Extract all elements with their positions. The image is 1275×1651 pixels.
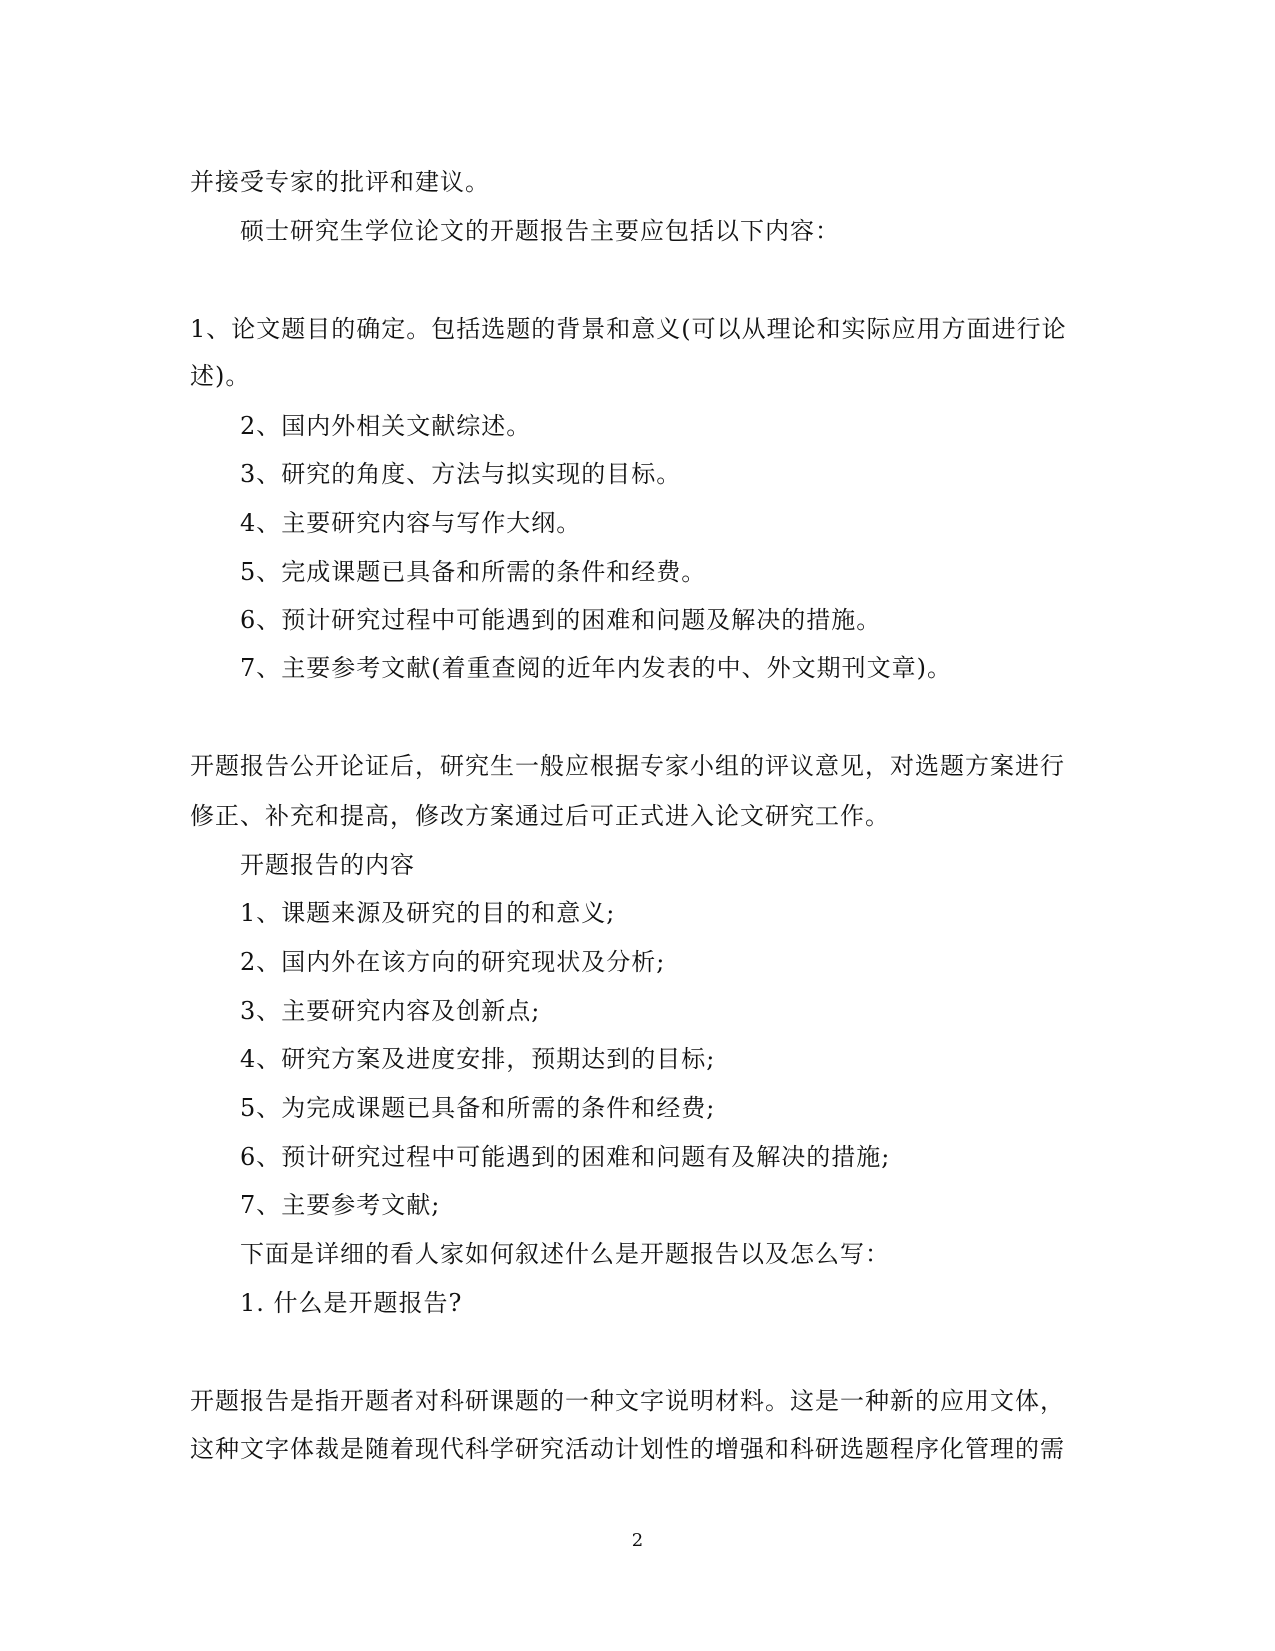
list-item: 6、预计研究过程中可能遇到的困难和问题有及解决的措施; <box>240 1143 891 1171</box>
list-item: 4、研究方案及进度安排，预期达到的目标; <box>240 1045 716 1073</box>
text-line: 开题报告是指开题者对科研课题的一种文字说明材料。这是一种新的应用文体， <box>190 1387 1065 1415</box>
page-number: 2 <box>631 1530 644 1551</box>
list-item: 2、国内外在该方向的研究现状及分析; <box>240 948 666 976</box>
list-item: 7、主要参考文献; <box>240 1191 441 1219</box>
text-line: 并接受专家的批评和建议。 <box>190 168 490 196</box>
section-heading: 1. 什么是开题报告? <box>240 1289 463 1317</box>
section-heading: 开题报告的内容 <box>240 851 415 879</box>
list-item: 5、为完成课题已具备和所需的条件和经费; <box>240 1094 716 1122</box>
list-item: 7、主要参考文献(着重查阅的近年内发表的中、外文期刊文章)。 <box>240 654 952 682</box>
text-line: 修正、补充和提高，修改方案通过后可正式进入论文研究工作。 <box>190 802 890 830</box>
text-line: 开题报告公开论证后，研究生一般应根据专家小组的评议意见，对选题方案进行 <box>190 752 1065 780</box>
list-item: 3、研究的角度、方法与拟实现的目标。 <box>240 460 682 488</box>
list-item: 6、预计研究过程中可能遇到的困难和问题及解决的措施。 <box>240 606 882 634</box>
list-item: 4、主要研究内容与写作大纲。 <box>240 509 582 537</box>
text-line: 硕士研究生学位论文的开题报告主要应包括以下内容： <box>240 217 840 245</box>
text-line: 1、论文题目的确定。包括选题的背景和意义(可以从理论和实际应用方面进行论 <box>190 315 1067 343</box>
text-line: 下面是详细的看人家如何叙述什么是开题报告以及怎么写： <box>240 1240 890 1268</box>
list-item: 2、国内外相关文献综述。 <box>240 412 532 440</box>
text-line: 这种文字体裁是随着现代科学研究活动计划性的增强和科研选题程序化管理的需 <box>190 1435 1065 1463</box>
list-item: 1、课题来源及研究的目的和意义; <box>240 899 616 927</box>
text-line: 述)。 <box>190 362 251 390</box>
list-item: 3、主要研究内容及创新点; <box>240 997 541 1025</box>
list-item: 5、完成课题已具备和所需的条件和经费。 <box>240 558 707 586</box>
